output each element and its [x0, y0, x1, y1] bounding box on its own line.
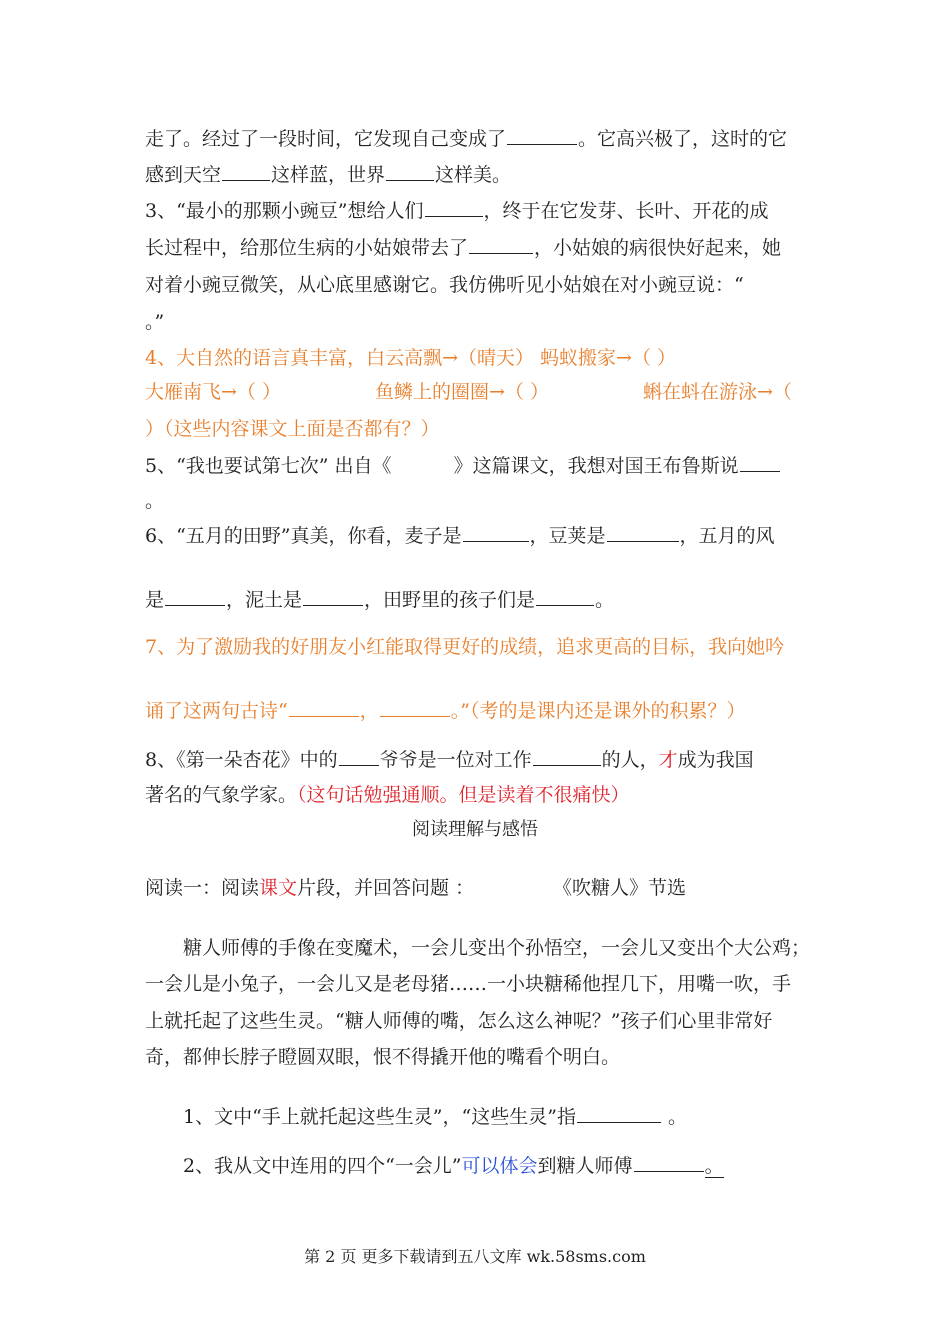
- q3-text: 长过程中，给那位生病的小姑娘带去了: [145, 237, 469, 259]
- q2-text: 感到天空: [145, 164, 222, 186]
- passage-line: 一会儿是小兔子，一会儿又是老母猪……一小块糖稀他捏几下，用嘴一吹，手: [145, 973, 792, 995]
- q2-text: 走了。经过了一段时间，它发现自己变成了: [145, 128, 507, 150]
- answer-blank[interactable]: [339, 747, 379, 766]
- q6-text: ，五月的风: [679, 525, 775, 547]
- answer-blank[interactable]: [463, 523, 529, 542]
- answer-blank[interactable]: [740, 453, 780, 472]
- q2-line1: [145, 126, 787, 151]
- answer-blank[interactable]: [303, 587, 363, 606]
- q4-line3: ）（这些内容课文上面是否都有？）: [145, 418, 440, 440]
- answer-blank[interactable]: [425, 198, 483, 217]
- answer-blank[interactable]: [386, 162, 434, 181]
- q8-text: 著名的气象学家。: [145, 784, 298, 806]
- answer-blank[interactable]: [536, 587, 594, 606]
- q7-line2: [145, 698, 745, 723]
- q6-text: 是: [145, 589, 165, 611]
- answer-blank[interactable]: [289, 698, 359, 717]
- q4-text: 鱼鳞上的圈圈→（ ）: [375, 381, 549, 403]
- q8-comment: （这句话勉强通顺。但是读着不很痛快）: [297, 784, 630, 806]
- q3-text: 3、“最小的那颗小豌豆”想给人们: [145, 200, 424, 222]
- question-text: 到糖人师傅: [537, 1155, 633, 1177]
- page-footer: 第 2 页 更多下载请到五八文库 wk.58sms.com: [304, 1247, 646, 1266]
- q3-line1: [145, 198, 769, 223]
- question-text: 1、文中“手上就托起这些生灵”，“这些生灵”指: [183, 1106, 576, 1128]
- question-highlight: 可以体会: [461, 1155, 538, 1177]
- q4-text: 蝌在蚪在游泳→（: [643, 381, 792, 403]
- passage-line: 糖人师傅的手像在变魔术，一会儿变出个孙悟空，一会儿又变出个大公鸡；: [183, 937, 811, 959]
- q5-text: 5、“我也要试第七次” 出自《: [145, 455, 392, 477]
- answer-blank[interactable]: [577, 1104, 661, 1123]
- q7-text: 诵了这两句古诗“: [145, 700, 288, 722]
- q4-line2: [145, 380, 805, 404]
- q8-line1: [145, 747, 754, 772]
- answer-blank[interactable]: [165, 587, 225, 606]
- question-text: 。: [704, 1155, 724, 1177]
- q8-text: 爷爷是一位对工作: [379, 749, 532, 771]
- q5-text: 》这篇课文，我想对国王布鲁斯说: [453, 455, 739, 477]
- reading1-intro: [145, 876, 705, 900]
- q4-line1: 4、大自然的语言真丰富，白云高飘→（晴天） 蚂蚁搬家→（ ）: [145, 347, 677, 369]
- q6-line1: [145, 523, 775, 548]
- reading1-question1: [183, 1104, 687, 1129]
- q4-text: 大雁南飞→（ ）: [145, 381, 281, 403]
- q2-text: 这样美。: [435, 164, 512, 186]
- answer-blank[interactable]: [222, 162, 270, 181]
- question-text: 2、我从文中连用的四个“一会儿”: [183, 1155, 462, 1177]
- answer-blank[interactable]: [607, 523, 679, 542]
- q8-text: 的人，: [601, 749, 659, 771]
- q6-text: ，泥土是: [226, 589, 303, 611]
- answer-blank[interactable]: [507, 126, 577, 145]
- q5-line2: 。: [145, 490, 165, 512]
- q8-highlight: 才: [658, 749, 678, 771]
- reading1-title: 《吹糖人》节选: [553, 877, 687, 899]
- reading1-intro-highlight: 课文: [259, 877, 298, 899]
- q5-line1: [145, 453, 781, 478]
- answer-blank[interactable]: [634, 1153, 704, 1172]
- q3-line3: 对着小豌豆微笑，从心底里感谢它。我仿佛听见小姑娘在对小豌豆说：“: [145, 274, 744, 296]
- question-text: 。: [667, 1106, 687, 1128]
- q8-text: 成为我国: [677, 749, 754, 771]
- q6-text: ，豆荚是: [529, 525, 606, 547]
- q3-text: ，终于在它发芽、长叶、开花的成: [483, 200, 769, 222]
- passage-line: 奇，都伸长脖子瞪圆双眼，恨不得撬开他的嘴看个明白。: [145, 1046, 621, 1068]
- q6-line2: [145, 587, 614, 612]
- q2-text: 。它高兴极了，这时的它: [578, 128, 788, 150]
- q6-text: ，田野里的孩子们是: [364, 589, 536, 611]
- reading1-intro-text: 片段，并回答问题 ：: [297, 877, 475, 899]
- q7-text: ，: [359, 700, 379, 722]
- q2-line2: [145, 162, 511, 187]
- q3-line4: 。”: [145, 311, 165, 333]
- section-title: 阅读理解与感悟: [412, 819, 538, 840]
- answer-blank[interactable]: [380, 698, 450, 717]
- q2-text: 这样蓝，世界: [271, 164, 386, 186]
- reading1-intro-text: 阅读一：阅读: [145, 877, 260, 899]
- q8-text: 8、《第一朵杏花》中的: [145, 749, 338, 771]
- q7-line1: 7、为了激励我的好朋友小红能取得更好的成绩，追求更高的目标，我向她吟: [145, 636, 785, 658]
- answer-blank[interactable]: [469, 235, 533, 254]
- reading1-question2: [183, 1153, 724, 1178]
- answer-blank[interactable]: [533, 747, 601, 766]
- q8-line2: [145, 783, 630, 807]
- q3-text: ，小姑娘的病很快好起来，她: [534, 237, 782, 259]
- q7-text: 。”（考的是课内还是课外的积累？）: [450, 700, 746, 722]
- q6-text: 6、“五月的田野”真美，你看，麦子是: [145, 525, 462, 547]
- passage-line: 上就托起了这些生灵。“糖人师傅的嘴，怎么这么神呢？”孩子们心里非常好: [145, 1010, 773, 1032]
- q3-line2: [145, 235, 781, 260]
- q6-text: 。: [595, 589, 615, 611]
